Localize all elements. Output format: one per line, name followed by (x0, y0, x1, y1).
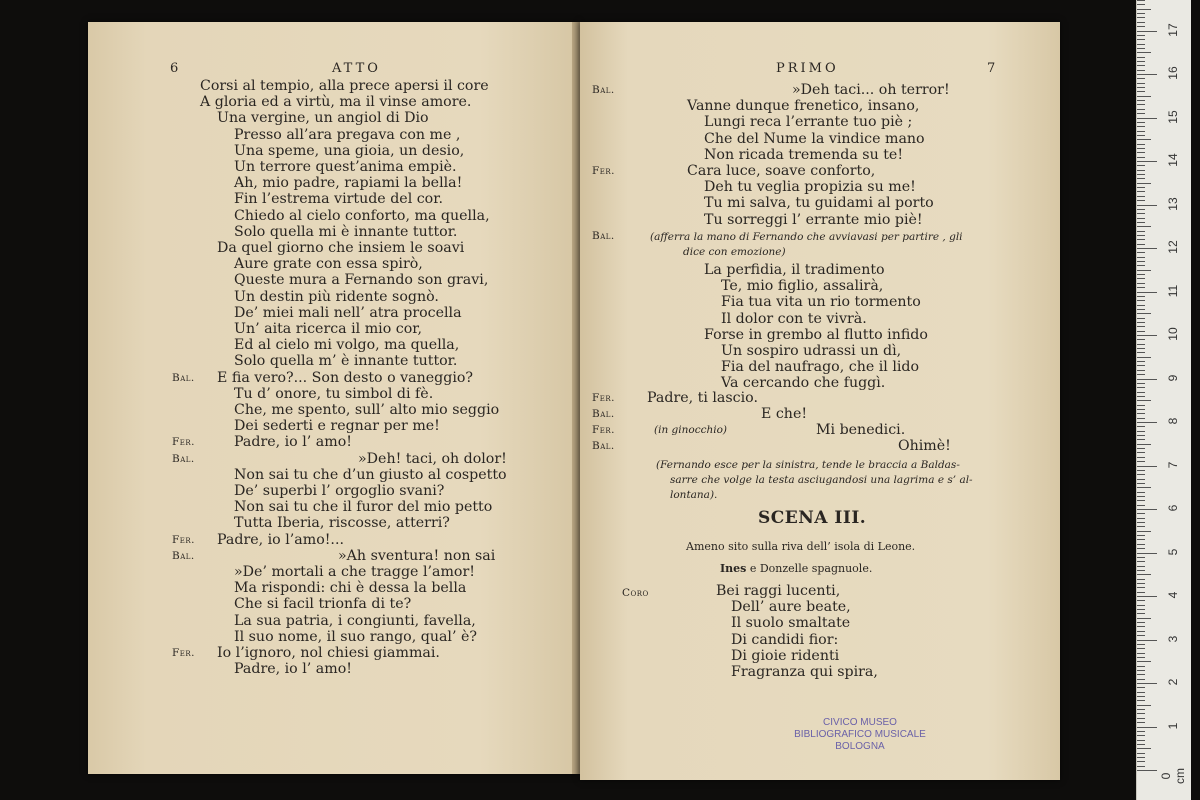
ruler-tick (1137, 335, 1157, 336)
verse-line: Va cercando che fuggì. (721, 375, 886, 392)
speaker-label: Bal. (172, 452, 195, 465)
ruler-tick (1137, 148, 1145, 149)
ruler-tick (1137, 761, 1145, 762)
ruler-label: 15 (1166, 109, 1180, 124)
ruler-tick (1137, 118, 1157, 119)
ruler-tick (1137, 479, 1145, 480)
ruler-tick (1137, 409, 1145, 410)
ruler-tick (1137, 470, 1145, 471)
ruler-tick (1137, 653, 1145, 654)
ruler-tick (1137, 648, 1145, 649)
verse-line: Presso all’ara pregava con me , (234, 126, 461, 143)
ruler-tick (1137, 9, 1151, 10)
ruler-tick (1137, 235, 1145, 236)
ruler-tick (1137, 605, 1145, 606)
ruler-tick (1137, 231, 1145, 232)
ruler-label: 10 (1166, 327, 1180, 341)
ruler-tick (1137, 657, 1145, 658)
ruler-tick (1137, 513, 1145, 514)
ruler-label: 17 (1166, 22, 1180, 37)
ruler-tick (1137, 52, 1151, 53)
ruler-tick (1137, 74, 1157, 75)
ruler-tick (1137, 261, 1145, 262)
verse-line: De’ miei mali nell’ atra procella (234, 304, 462, 321)
ruler-tick (1137, 613, 1145, 614)
ruler-tick (1137, 626, 1145, 627)
ruler-tick (1137, 452, 1145, 453)
ruler-tick (1137, 122, 1145, 123)
ruler-tick (1137, 31, 1157, 32)
ruler-label: 12 (1166, 240, 1180, 254)
speaker-label: Bal. (592, 230, 615, 242)
verse-line: Tu d’ onore, tu simbol di fè. (234, 385, 434, 402)
ruler-tick (1137, 144, 1145, 145)
ruler-label: 14 (1166, 153, 1180, 167)
verse-line: Queste mura a Fernando son gravi, (234, 272, 489, 289)
ruler-label: 6 (1166, 504, 1180, 512)
ruler-tick (1137, 674, 1145, 675)
ruler-tick (1137, 257, 1145, 258)
ruler-tick (1137, 157, 1145, 158)
ruler-tick (1137, 487, 1151, 488)
ruler-tick (1137, 731, 1145, 732)
ruler-tick (1137, 57, 1145, 58)
ruler-tick (1137, 313, 1151, 314)
ruler-tick (1137, 413, 1145, 414)
ruler-tick (1137, 296, 1145, 297)
ruler-tick (1137, 218, 1145, 219)
verse-line: La sua patria, i congiunti, favella, (234, 612, 476, 629)
ruler-tick (1137, 400, 1151, 401)
ruler-tick (1137, 492, 1145, 493)
ruler-tick (1137, 39, 1145, 40)
ruler-tick (1137, 640, 1157, 641)
right-header: PRIMO (776, 61, 839, 76)
ruler-tick (1137, 496, 1145, 497)
ruler-tick (1137, 26, 1145, 27)
left-page (88, 22, 578, 774)
verse-line: E fia vero?... Son desto o vaneggio? (217, 369, 474, 386)
stamp-line: BOLOGNA (835, 741, 885, 752)
ruler-tick (1137, 505, 1145, 506)
stamp-line: BIBLIOGRAFICO MUSICALE (794, 729, 926, 740)
ruler-tick (1137, 500, 1145, 501)
stage-direction: sarre che volge la testa asciugandosi una lagrima e s’ al- (670, 474, 973, 486)
verse-line: Il suo nome, il suo rango, qual’ è? (234, 628, 477, 645)
speaker-label: Fer. (172, 436, 196, 449)
ruler-tick (1137, 352, 1145, 353)
verse-line: Ohimè! (898, 438, 951, 454)
ruler-tick (1137, 318, 1145, 319)
ruler-tick (1137, 200, 1145, 201)
ruler-tick (1137, 35, 1145, 36)
stage-direction: (afferra la mano di Fernando che avviavasi per partire , gli (650, 231, 963, 243)
ruler-label: 16 (1166, 66, 1180, 80)
stage-direction: dice con emozione) (683, 246, 786, 258)
ruler-tick (1137, 457, 1145, 458)
speaker-label: Fer. (592, 392, 616, 404)
ruler-tick (1137, 766, 1145, 767)
verse-line: Non ricada tremenda su te! (704, 146, 904, 163)
ruler-tick (1137, 61, 1145, 62)
verse-line: E che! (761, 406, 808, 422)
verse-line: Dei sederti e regnar per me! (234, 418, 440, 435)
ruler-label: 3 (1166, 635, 1180, 642)
verse-line: Mi benedici. (816, 422, 906, 438)
ruler-label: 5 (1166, 548, 1180, 555)
ruler-tick (1137, 474, 1145, 475)
left-header: ATTO (332, 61, 381, 76)
ruler-tick (1137, 709, 1145, 710)
stamp-line: CIVICO MUSEO (823, 717, 897, 728)
verse-line: Da quel giorno che insiem le soavi (217, 240, 465, 256)
verse-line: Aure grate con essa spirò, (234, 256, 423, 273)
verse-line: Chiedo al cielo conforto, ma quella, (234, 207, 490, 224)
verse-line: Ah, mio padre, rapiami la bella! (234, 175, 463, 192)
ruler-tick (1137, 87, 1145, 88)
ruler-tick (1137, 300, 1145, 301)
ruler-tick (1137, 131, 1145, 132)
ruler-tick (1137, 283, 1145, 284)
scene-title: SCENA III. (758, 508, 867, 528)
ruler-tick (1137, 387, 1145, 388)
ruler-label: 13 (1166, 196, 1180, 211)
ruler-tick (1137, 244, 1145, 245)
measurement-ruler (1136, 0, 1191, 800)
ruler-tick (1137, 83, 1145, 84)
stage-direction: (Fernando esce per la sinistra, tende le braccia a Baldas- (656, 459, 960, 471)
verse-line: Solo quella mi è innante tuttor. (234, 223, 458, 240)
ruler-tick (1137, 539, 1145, 540)
ruler-label: 2 (1166, 678, 1180, 686)
verse-line: Non sai tu che il furor del mio petto (234, 499, 493, 516)
verse-line: »Ah sventura! non sai (338, 547, 496, 564)
ruler-tick (1137, 17, 1145, 18)
left-page-number: 6 (170, 61, 179, 76)
ruler-tick (1137, 587, 1145, 588)
ruler-tick (1137, 209, 1145, 210)
ruler-tick (1137, 361, 1145, 362)
ruler-tick (1137, 13, 1145, 14)
ruler-tick (1137, 661, 1151, 662)
verse-line: Te, mio figlio, assalirà, (721, 278, 884, 295)
scene-characters (720, 562, 872, 576)
verse-line: Un terrore quest’anima empiè. (234, 159, 457, 175)
ruler-tick (1137, 431, 1145, 432)
ruler-tick (1137, 531, 1151, 532)
ruler-tick (1137, 44, 1145, 45)
ruler-tick (1137, 522, 1145, 523)
ruler-tick (1137, 305, 1145, 306)
ruler-label: 4 (1166, 591, 1180, 599)
ruler-tick (1137, 309, 1145, 310)
ruler-tick (1137, 700, 1145, 701)
ruler-tick (1137, 666, 1145, 667)
ruler-tick (1137, 405, 1145, 406)
verse-line: Padre, ti lascio. (647, 390, 758, 406)
ruler-tick (1137, 344, 1145, 345)
verse-line: Che del Nume la vindice mano (704, 130, 925, 147)
ruler-tick (1137, 178, 1145, 179)
ruler-label: 1 (1166, 722, 1180, 729)
ruler-tick (1137, 226, 1151, 227)
verse-line: Tutta Iberia, riscosse, atterri? (234, 515, 450, 532)
verse-line: Cara luce, soave conforto, (687, 163, 876, 179)
chorus-line: Bei raggi lucenti, (716, 583, 841, 599)
ruler-tick (1137, 183, 1151, 184)
character-name: Ines (720, 562, 747, 575)
verse-line: Il dolor con te vivrà. (721, 310, 867, 327)
ruler-tick (1137, 718, 1145, 719)
ruler-tick (1137, 265, 1145, 266)
verse-line: Fia tua vita un rio tormento (721, 294, 921, 311)
speaker-label: Bal. (172, 549, 195, 562)
ruler-tick (1137, 326, 1145, 327)
speaker-label: Bal. (592, 84, 615, 96)
ruler-tick (1137, 109, 1145, 110)
ruler-tick (1137, 96, 1151, 97)
ruler-tick (1137, 566, 1145, 567)
ruler-label: 11 (1166, 284, 1180, 297)
ruler-tick (1137, 713, 1145, 714)
ruler-tick (1137, 583, 1145, 584)
speaker-label: Bal. (172, 371, 195, 384)
ruler-tick (1137, 274, 1145, 275)
verse-line: Vanne dunque frenetico, insano, (687, 98, 920, 115)
verse-line: Un sospiro udrassi un dì, (721, 343, 902, 359)
verse-line: Che, me spento, sull’ alto mio seggio (234, 402, 500, 418)
verse-line: »Deh! taci, oh dolor! (358, 450, 507, 467)
ruler-tick (1137, 548, 1145, 549)
ruler-tick (1137, 396, 1145, 397)
ruler-label: 9 (1166, 374, 1180, 381)
ruler-tick (1137, 561, 1145, 562)
ruler-tick (1137, 422, 1157, 423)
ruler-tick (1137, 222, 1145, 223)
ruler-tick (1137, 748, 1151, 749)
chorus-line: Di candidi fior: (731, 631, 839, 648)
verse-line: Corsi al tempio, alla prece apersi il core (200, 78, 489, 94)
ruler-tick (1137, 248, 1157, 249)
verse-line: A gloria ed a virtù, ma il vinse amore. (200, 94, 472, 111)
ruler-tick (1137, 596, 1157, 597)
ruler-tick (1137, 744, 1145, 745)
ruler-tick (1137, 292, 1157, 293)
ruler-tick (1137, 600, 1145, 601)
ruler-tick (1137, 526, 1145, 527)
ruler-tick (1137, 339, 1145, 340)
ruler-label: 7 (1166, 461, 1180, 468)
ruler-tick (1137, 553, 1157, 554)
ruler-tick (1137, 635, 1145, 636)
ruler-tick (1137, 65, 1145, 66)
verse-line: Un’ aita ricerca il mio cor, (234, 321, 422, 337)
verse-line: Io l’ignoro, nol chiesi giammai. (217, 645, 440, 661)
ruler-tick (1137, 683, 1157, 684)
ruler-tick (1137, 444, 1151, 445)
verse-line: Padre, io l’ amo! (234, 661, 352, 678)
ruler-tick (1137, 448, 1145, 449)
ruler-tick (1137, 287, 1145, 288)
ruler-tick (1137, 466, 1157, 467)
ruler-tick (1137, 348, 1145, 349)
ruler-tick (1137, 104, 1145, 105)
ruler-tick (1137, 161, 1157, 162)
ruler-tick (1137, 570, 1145, 571)
ruler-tick (1137, 579, 1145, 580)
verse-line: Una vergine, un angiol di Dio (217, 110, 429, 127)
ruler-tick (1137, 727, 1157, 728)
speaker-label: Fer. (592, 165, 616, 177)
speaker-label: Bal. (592, 408, 615, 420)
ruler-tick (1137, 692, 1145, 693)
ruler-tick (1137, 705, 1151, 706)
chorus-line: Fragranza qui spira, (731, 664, 878, 680)
ruler-tick (1137, 618, 1151, 619)
ruler-tick (1137, 357, 1151, 358)
ruler-tick (1137, 670, 1145, 671)
ruler-tick (1137, 113, 1145, 114)
ruler-tick (1137, 152, 1145, 153)
ruler-tick (1137, 187, 1145, 188)
ruler-tick (1137, 687, 1145, 688)
character-rest: e Donzelle spagnuole. (746, 562, 873, 575)
ruler-tick (1137, 435, 1145, 436)
ruler-tick (1137, 439, 1145, 440)
ruler-tick (1137, 392, 1145, 393)
ruler-tick (1137, 461, 1145, 462)
ruler-tick (1137, 278, 1145, 279)
ruler-tick (1137, 622, 1145, 623)
verse-line: »Deh taci... oh terror! (792, 82, 950, 98)
ruler-tick (1137, 205, 1157, 206)
ruler-tick (1137, 191, 1145, 192)
verse-line: »De’ mortali a che tragge l’amor! (234, 564, 475, 580)
ruler-tick (1137, 722, 1145, 723)
ruler-tick (1137, 679, 1145, 680)
verse-line: Fin l’estrema virtude del cor. (234, 191, 443, 208)
chorus-line: Dell’ aure beate, (731, 599, 851, 616)
speaker-label: Coro (622, 587, 649, 599)
ruler-tick (1137, 252, 1145, 253)
ruler-tick (1137, 174, 1145, 175)
verse-line: Deh tu veglia propizia su me! (704, 179, 916, 196)
ruler-tick (1137, 322, 1145, 323)
ruler-tick (1137, 379, 1157, 380)
verse-line: Ed al cielo mi volgo, ma quella, (234, 337, 460, 354)
speaker-label: Bal. (592, 440, 615, 452)
verse-line: La perfidia, il tradimento (704, 262, 885, 278)
ruler-tick (1137, 574, 1151, 575)
ruler-tick (1137, 165, 1145, 166)
verse-line: Tu mi salva, tu guidami al porto (704, 195, 934, 212)
ruler-tick (1137, 644, 1145, 645)
ruler-tick (1137, 126, 1145, 127)
ruler-tick (1137, 544, 1145, 545)
right-page (580, 22, 1060, 780)
ruler-tick (1137, 0, 1145, 1)
verse-line: Non sai tu che d’un giusto al cospetto (234, 466, 507, 483)
chorus-line: Il suolo smaltate (731, 615, 851, 632)
ruler-tick (1137, 170, 1145, 171)
ruler-tick (1137, 757, 1145, 758)
ruler-tick (1137, 139, 1151, 140)
ruler-tick (1137, 592, 1145, 593)
ruler-tick (1137, 365, 1145, 366)
ruler-tick (1137, 535, 1145, 536)
ruler-tick (1137, 696, 1145, 697)
ruler-tick (1137, 91, 1145, 92)
ruler-label: 0 cm (1159, 768, 1187, 784)
verse-line: Forse in grembo al flutto infido (704, 326, 928, 343)
ruler-tick (1137, 78, 1145, 79)
verse-line: Che si facil trionfa di te? (234, 596, 412, 613)
ruler-tick (1137, 331, 1145, 332)
verse-line: Solo quella m’ è innante tuttor. (234, 353, 458, 370)
ruler-label: 8 (1166, 417, 1180, 425)
ruler-tick (1137, 740, 1145, 741)
ruler-tick (1137, 100, 1145, 101)
ruler-tick (1137, 4, 1145, 5)
ruler-tick (1137, 631, 1145, 632)
chorus-line: Di gioie ridenti (731, 647, 840, 664)
ruler-tick (1137, 753, 1145, 754)
verse-line: Padre, io l’ amo! (234, 434, 352, 451)
ruler-tick (1137, 374, 1145, 375)
verse-line: Padre, io l’amo!... (217, 531, 344, 548)
ruler-tick (1137, 509, 1157, 510)
library-stamp (785, 717, 935, 753)
ruler-tick (1137, 48, 1145, 49)
ruler-tick (1137, 70, 1145, 71)
verse-line: Una speme, una gioia, un desio, (234, 142, 465, 159)
ruler-tick (1137, 735, 1145, 736)
stage-direction: lontana). (670, 489, 718, 501)
ruler-tick (1137, 383, 1145, 384)
speaker-label: Fer. (172, 647, 196, 659)
verse-line: Lungi reca l’errante tuo piè ; (704, 114, 913, 131)
right-page-number: 7 (987, 61, 996, 76)
ruler-tick (1137, 22, 1145, 23)
ruler-tick (1137, 770, 1157, 771)
ruler-tick (1137, 196, 1145, 197)
verse-line: Fia del naufrago, che il lido (721, 359, 920, 376)
ruler-tick (1137, 483, 1145, 484)
verse-line: Un destin più ridente sognò. (234, 288, 439, 305)
ruler-tick (1137, 239, 1145, 240)
ruler-tick (1137, 426, 1145, 427)
ruler-tick (1137, 418, 1145, 419)
ruler-tick (1137, 213, 1145, 214)
speaker-label: Fer. (592, 424, 616, 436)
ruler-tick (1137, 518, 1145, 519)
verse-line: Tu sorreggi l’ errante mio piè! (704, 211, 923, 228)
speaker-label: Fer. (172, 533, 196, 546)
scene-setting: Ameno sito sulla riva dell’ isola di Leone. (686, 540, 916, 553)
ruler-tick (1137, 135, 1145, 136)
stage-direction: (in ginocchio) (654, 424, 728, 436)
ruler-tick (1137, 609, 1145, 610)
verse-line: Ma rispondi: chi è dessa la bella (234, 580, 467, 597)
ruler-tick (1137, 370, 1145, 371)
ruler-tick (1137, 557, 1145, 558)
verse-line: De’ superbi l’ orgoglio svani? (234, 483, 445, 499)
ruler-tick (1137, 270, 1151, 271)
